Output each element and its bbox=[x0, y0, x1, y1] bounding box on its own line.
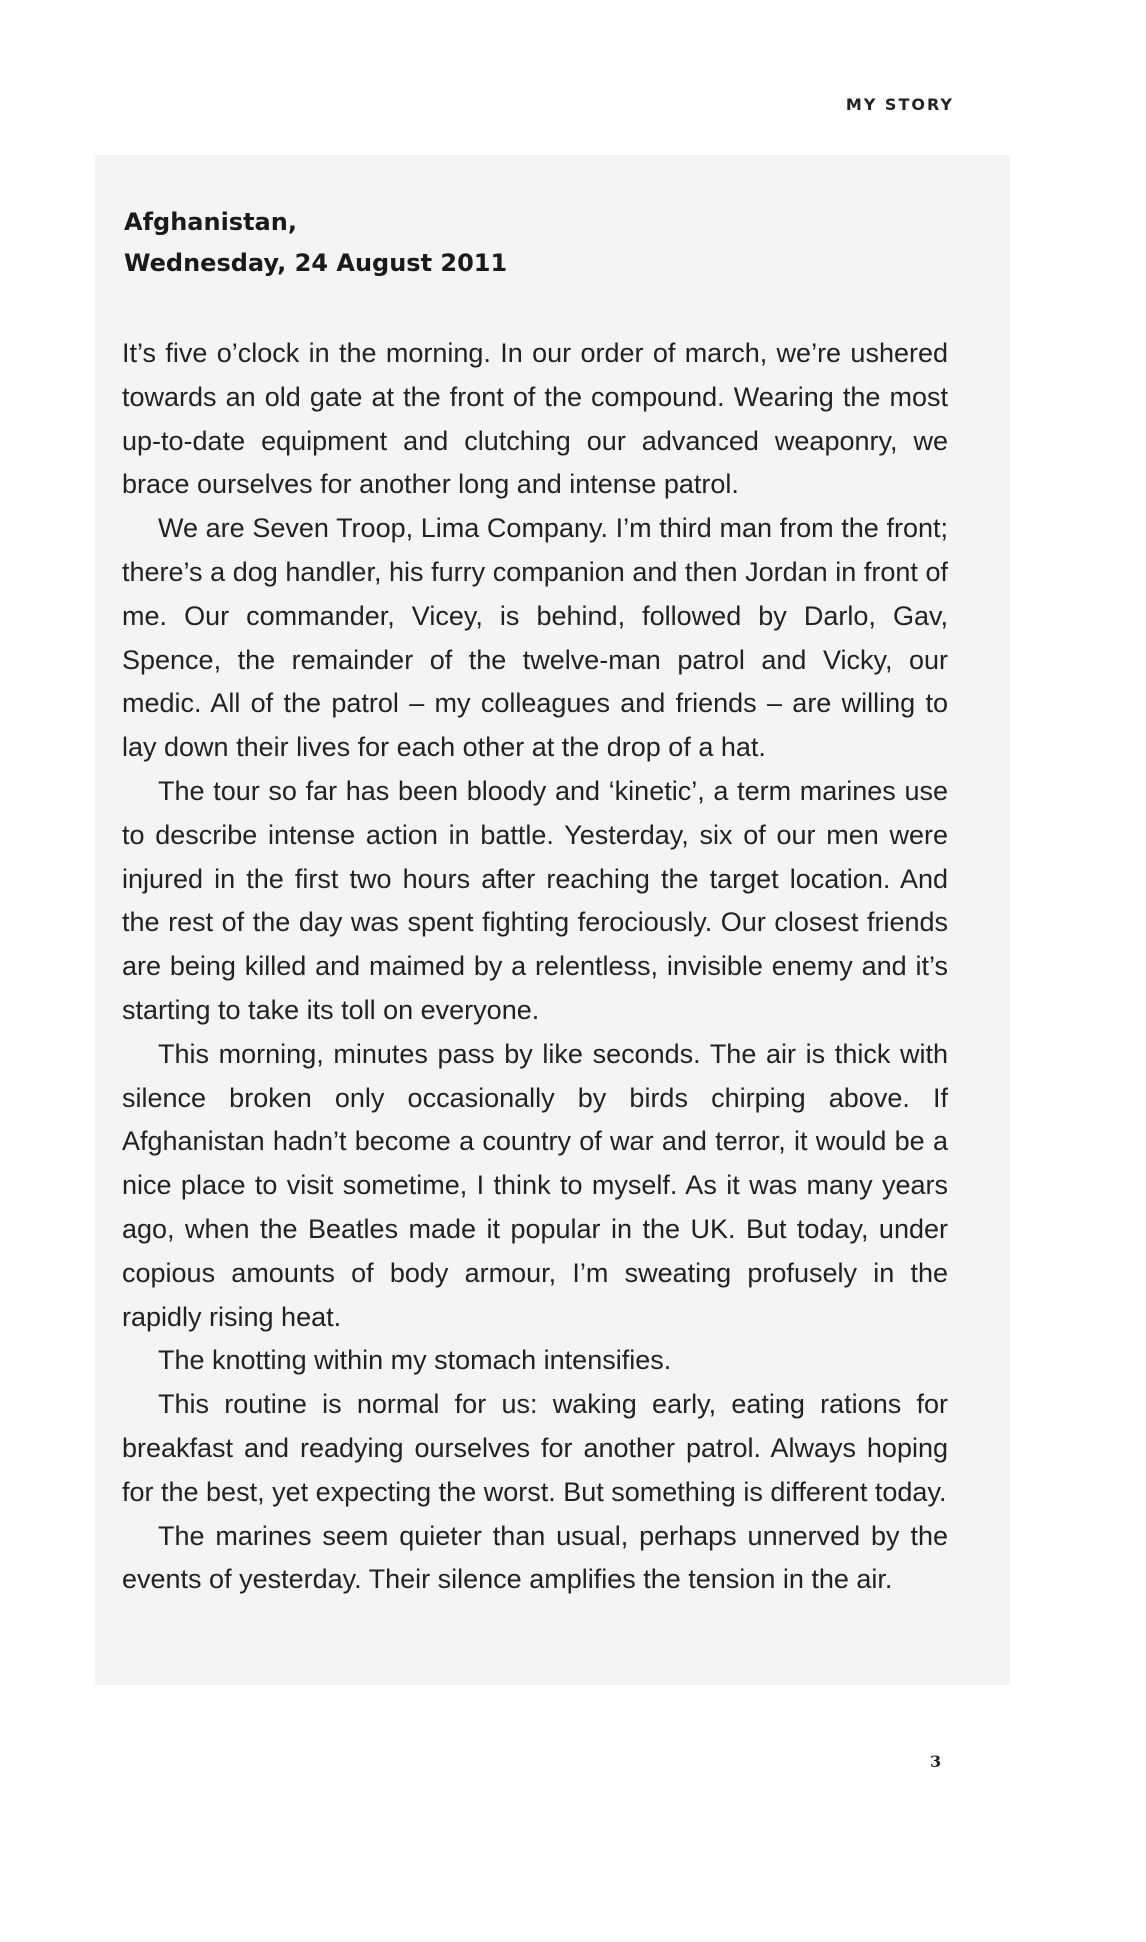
body-text bbox=[122, 332, 948, 1602]
paragraph: The marines seem quieter than usual, perhaps unnerved by the events of yesterday. Their silence amplifies the tension in the air. bbox=[122, 1520, 948, 1595]
paragraph: We are Seven Troop, Lima Company. I’m third man from the front; there’s a dog handler, his furry companion and then Jordan in front of me. Our commander, Vicey, is behind, followed by Darlo, Gav, Spence, the remainder of the twelve-man patrol and Vicky, our medic. All of the patrol – my colleagues and friends – are willing to lay down their lives for each other at the drop of a hat. bbox=[122, 513, 948, 763]
paragraph: This routine is normal for us: waking early, eating rations for breakfast and readying ourselves for another patrol. Always hoping for the best, yet expecting the worst. But something is different today. bbox=[122, 1389, 948, 1507]
paragraph: The knotting within my stomach intensifies. bbox=[158, 1345, 672, 1376]
heading-date: Wednesday, 24 August 2011 bbox=[124, 249, 508, 277]
paragraph: It’s five o’clock in the morning. In our order of march, we’re ushered towards an old gate at the front of the compound. Wearing the most up-to-date equipment and clutching our advanced weaponry, we brace ourselves for another long and intense patrol. bbox=[122, 338, 948, 500]
chapter-heading bbox=[124, 202, 507, 284]
paragraph: The tour so far has been bloody and ‘kinetic’, a term marines use to describe intense action in battle. Yesterday, six of our men were injured in the first two hours after reaching the target location. And the rest of the day was spent fighting ferociously. Our closest friends are being killed and maimed by a relentless, invisible enemy and it’s starting to take its toll on everyone. bbox=[122, 775, 948, 1025]
paragraph: This morning, minutes pass by like seconds. The air is thick with silence broken only occasionally by birds chirping above. If Afghanistan hadn’t become a country of war and terror, it would be a nice place to visit sometime, I think to myself. As it was many years ago, when the Beatles made it popular in the UK. But today, under copious amounts of body armour, I’m sweating profusely in the rapidly rising heat. bbox=[122, 1038, 948, 1332]
heading-location: Afghanistan, bbox=[124, 208, 297, 236]
page-number: 3 bbox=[930, 1752, 942, 1771]
running-head: MY STORY bbox=[845, 95, 954, 114]
